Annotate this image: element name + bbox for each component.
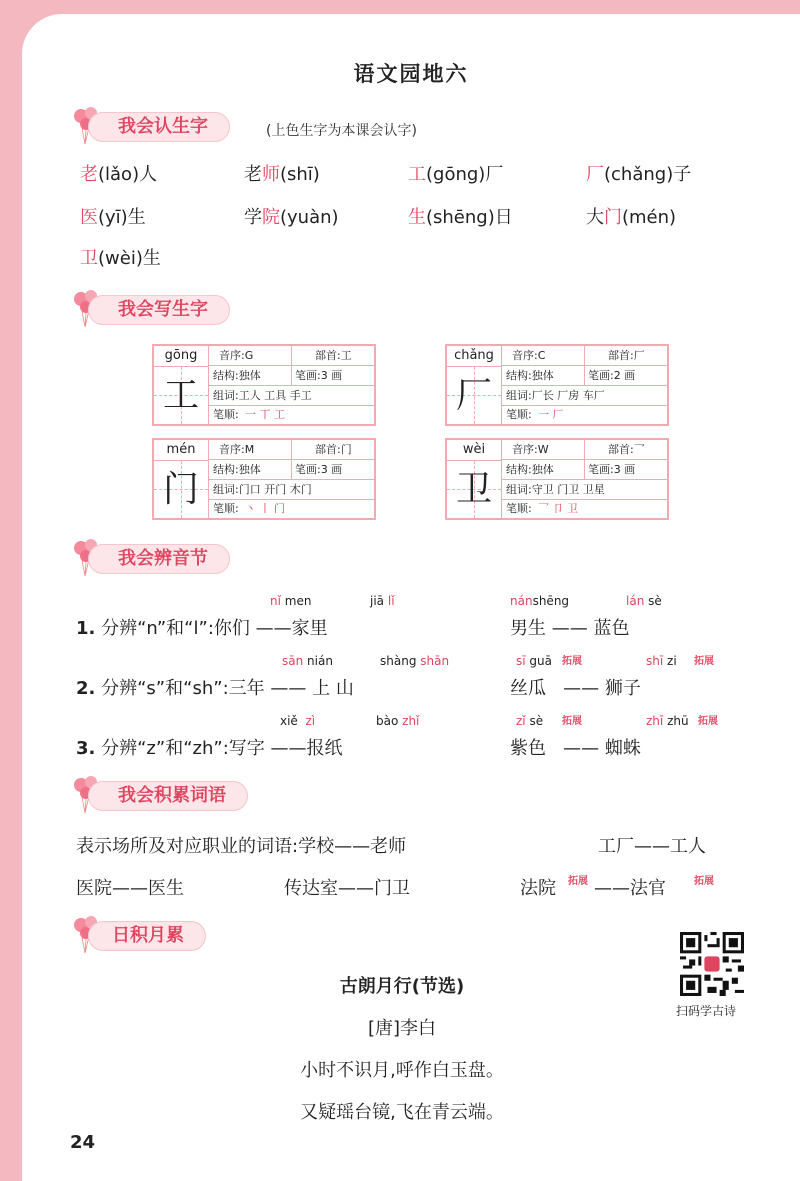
page <box>22 14 800 1181</box>
section-header-daily <box>70 921 270 951</box>
extension-tag: 拓展 <box>562 656 582 667</box>
vocab-item: 传达室——门卫 <box>284 878 410 899</box>
qr-code-icon[interactable] <box>680 932 744 996</box>
syllable-line: 2. 分辨“s”和“sh”:三年 —— 上 山 <box>76 678 354 699</box>
vocab-item: 法院 <box>520 878 556 899</box>
pinyin: xiě zì <box>280 714 316 728</box>
pinyin: bào zhǐ <box>376 714 420 728</box>
card-pinyin: chǎng <box>447 346 502 367</box>
pinyin: nǐ men <box>270 594 312 608</box>
pinyin: sī guā <box>516 654 552 668</box>
syllable-line: 男生 —— 蓝色 <box>510 618 630 639</box>
recognize-item: 大门(mén) <box>586 207 677 228</box>
extension-tag: 拓展 <box>698 716 718 727</box>
page-title: 语文园地六 <box>353 62 469 86</box>
recognize-item: 卫(wèi)生 <box>80 248 161 269</box>
pinyin: jiā lǐ <box>370 594 395 608</box>
vocab-item: 医院——医生 <box>76 878 184 899</box>
section-header-syllables <box>70 544 290 574</box>
pinyin: lán sè <box>626 594 662 608</box>
vocab-item: 工厂——工人 <box>598 836 706 857</box>
card-character: 卫 <box>455 469 492 510</box>
writing-grid <box>447 367 502 424</box>
pinyin: sān nián <box>282 654 333 668</box>
vocab-item: ——法官 <box>594 878 666 899</box>
section-header-recognize <box>70 112 290 142</box>
card-character: 工 <box>162 375 199 416</box>
pinyin: shī zi <box>646 654 677 668</box>
recognize-item: 老(lǎo)人 <box>80 164 158 185</box>
syllable-line: 3. 分辨“z”和“zh”:写字 ——报纸 <box>76 738 343 759</box>
poem-line: 小时不识月,呼作白玉盘。 <box>300 1060 504 1081</box>
card-character: 厂 <box>455 375 492 416</box>
recognize-item: 医(yī)生 <box>80 207 146 228</box>
section-note: (上色生字为本课会认字) <box>266 123 417 139</box>
recognize-item: 厂(chǎng)子 <box>586 164 692 185</box>
qr-caption: 扫码学古诗 <box>676 1004 737 1018</box>
card-pinyin: mén <box>154 440 209 461</box>
extension-tag: 拓展 <box>694 876 714 887</box>
section-label: 日积月累 <box>88 921 206 951</box>
character-card: wèi 音序:W 部首:乛 结构:独体 笔画:3 画 组词:守卫 门卫 卫星 笔顺: 乛 卩 卫 卫 <box>445 438 669 520</box>
pinyin: nánshēng <box>510 594 570 608</box>
pinyin: zhī zhū <box>646 714 689 728</box>
recognize-item: 学院(yuàn) <box>244 207 339 228</box>
character-card: mén 音序:M 部首:门 结构:独体 笔画:3 画 组词:门口 开门 木门 笔顺: 丶 丨 门 门 <box>152 438 376 520</box>
page-number: 24 <box>70 1132 96 1153</box>
syllable-line: 丝瓜 —— 狮子 <box>510 678 641 699</box>
pinyin: zǐ sè <box>516 714 544 728</box>
section-header-write <box>70 295 290 325</box>
writing-grid <box>154 367 209 424</box>
poem-author: [唐]李白 <box>367 1018 437 1039</box>
recognize-item: 工(gōng)厂 <box>408 164 504 185</box>
extension-tag: 拓展 <box>562 716 582 727</box>
extension-tag: 拓展 <box>568 876 588 887</box>
extension-tag: 拓展 <box>694 656 714 667</box>
poem-line: 又疑瑶台镜,飞在青云端。 <box>300 1102 504 1123</box>
poem-title: 古朗月行(节选) <box>339 976 465 997</box>
card-pinyin: wèi <box>447 440 502 461</box>
character-card: gōng 音序:G 部首:工 结构:独体 笔画:3 画 组词:工人 工具 手工 笔顺: 一 丅 工 工 <box>152 344 376 426</box>
section-label: 我会写生字 <box>88 295 230 325</box>
character-card: chǎng 音序:C 部首:厂 结构:独体 笔画:2 画 组词:厂长 厂房 车厂 笔顺: 一 厂 厂 <box>445 344 669 426</box>
syllable-line: 紫色 —— 蜘蛛 <box>510 738 641 759</box>
syllable-line: 1. 分辨“n”和“l”:你们 ——家里 <box>76 618 328 639</box>
recognize-item: 生(shēng)日 <box>408 207 513 228</box>
writing-grid <box>447 461 502 518</box>
card-character: 门 <box>162 469 199 510</box>
section-label: 我会认生字 <box>88 112 230 142</box>
writing-grid <box>154 461 209 518</box>
pinyin: shàng shān <box>380 654 450 668</box>
vocab-line: 表示场所及对应职业的词语:学校——老师 <box>76 836 407 857</box>
recognize-item: 老师(shī) <box>244 164 320 185</box>
section-label: 我会辨音节 <box>88 544 230 574</box>
card-pinyin: gōng <box>154 346 209 367</box>
section-label: 我会积累词语 <box>88 781 248 811</box>
section-header-vocab <box>70 781 310 811</box>
